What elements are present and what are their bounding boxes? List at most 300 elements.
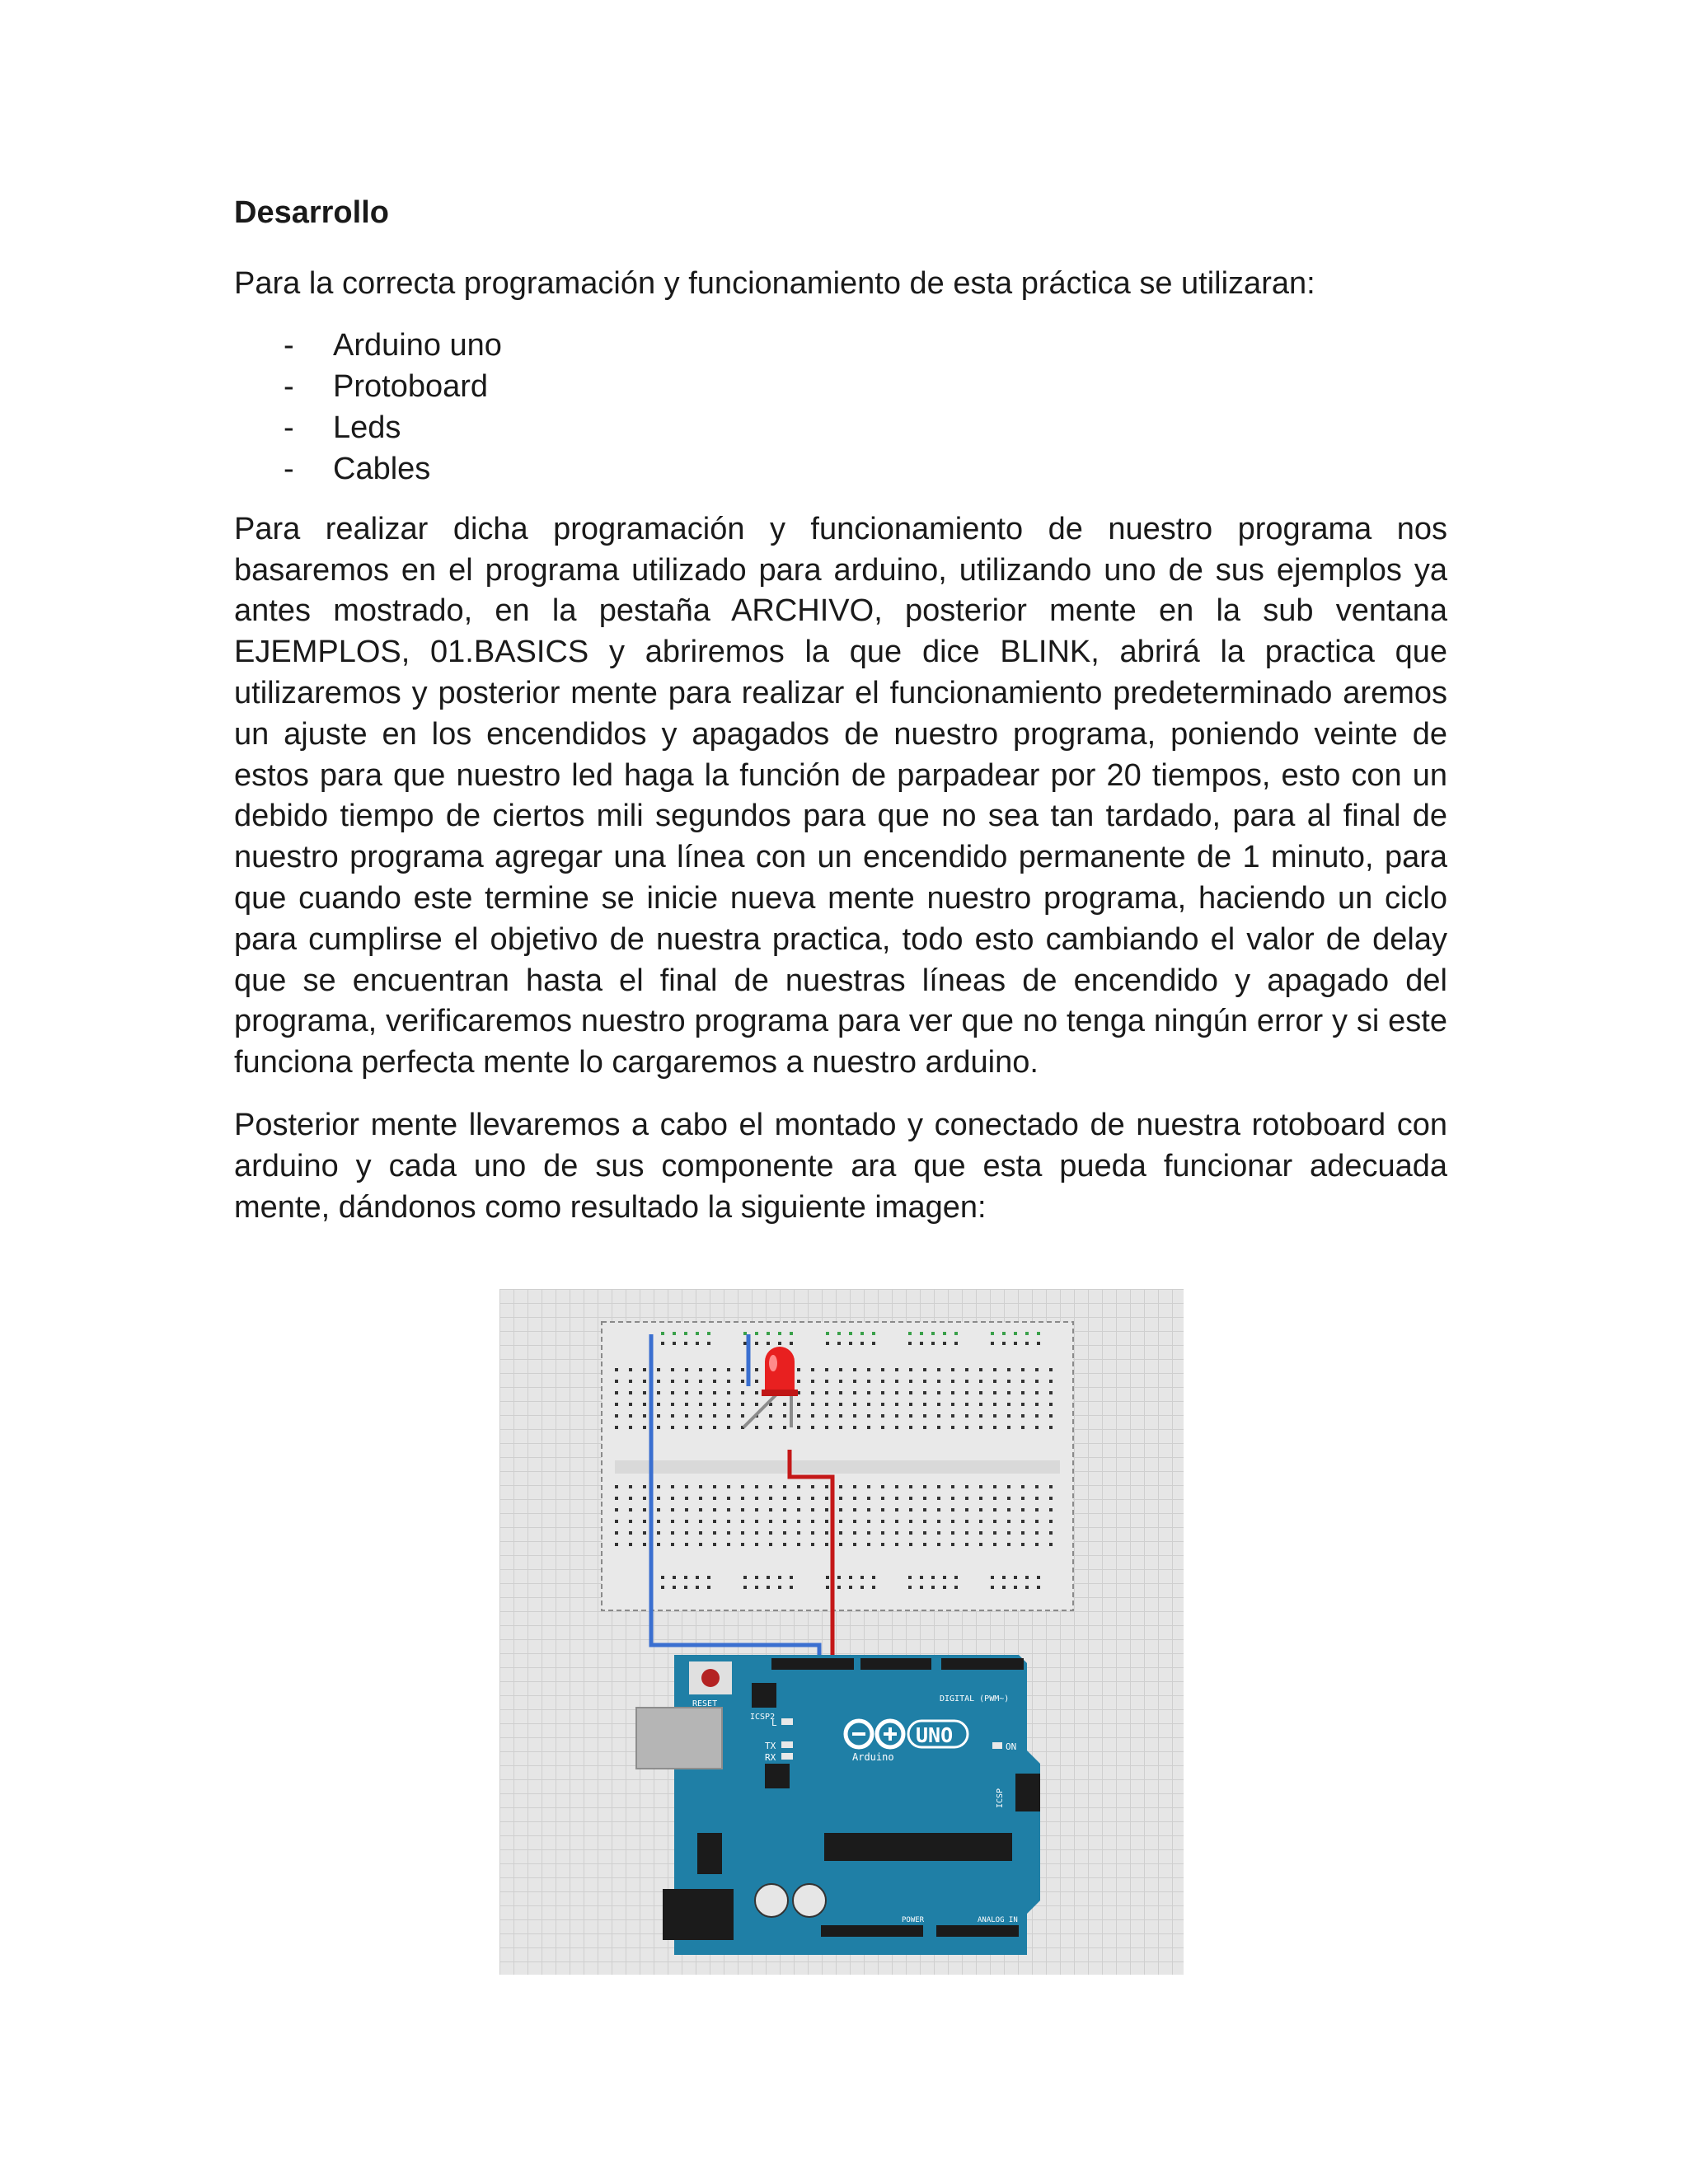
breadboard-hole: [825, 1497, 828, 1500]
breadboard-hole: [713, 1368, 716, 1371]
list-dash: -: [284, 451, 294, 486]
breadboard-hole: [909, 1414, 912, 1418]
breadboard-hole: [767, 1576, 770, 1579]
list-dash: -: [284, 327, 294, 363]
breadboard-hole: [909, 1426, 912, 1429]
list-item-label: Arduino uno: [333, 327, 502, 363]
breadboard-hole: [685, 1426, 688, 1429]
breadboard-hole: [965, 1380, 968, 1383]
icsp2-label: ICSP2: [750, 1713, 776, 1722]
breadboard-hole: [755, 1508, 758, 1511]
led-body: [765, 1347, 795, 1391]
breadboard-hole: [727, 1403, 730, 1406]
uno-label: UNO: [916, 1723, 954, 1747]
breadboard-hole: [778, 1332, 781, 1335]
arduino-board: [636, 1655, 1040, 1955]
breadboard-hole: [867, 1497, 870, 1500]
breadboard-hole: [741, 1508, 744, 1511]
breadboard-hole: [797, 1508, 800, 1511]
breadboard-hole: [699, 1531, 702, 1535]
breadboard-hole: [699, 1426, 702, 1429]
breadboard-hole: [993, 1543, 996, 1546]
breadboard-hole: [755, 1497, 758, 1500]
breadboard-hole: [741, 1391, 744, 1394]
breadboard-hole: [979, 1543, 982, 1546]
breadboard-hole: [909, 1543, 912, 1546]
breadboard-hole: [881, 1403, 884, 1406]
breadboard-hole: [825, 1543, 828, 1546]
breadboard-hole: [951, 1485, 954, 1488]
breadboard-hole: [853, 1531, 856, 1535]
breadboard-hole: [769, 1520, 772, 1523]
breadboard-hole: [629, 1403, 632, 1406]
breadboard: [602, 1322, 1073, 1610]
digital-header-2: [860, 1658, 931, 1670]
breadboard-hole: [713, 1508, 716, 1511]
breadboard-hole: [657, 1391, 660, 1394]
breadboard-hole: [684, 1342, 687, 1345]
analog-header: [936, 1925, 1019, 1937]
breadboard-hole: [671, 1543, 674, 1546]
breadboard-hole: [943, 1586, 946, 1589]
breadboard-hole: [951, 1497, 954, 1500]
breadboard-hole: [1037, 1576, 1040, 1579]
breadboard-hole: [657, 1368, 660, 1371]
rx-led: [781, 1753, 793, 1760]
breadboard-hole: [1021, 1531, 1025, 1535]
breadboard-hole: [685, 1508, 688, 1511]
body-paragraph-2: Posterior mente llevaremos a cabo el montado y conectado de nuestra rotoboard con arduino y cada uno de sus componente ara que esta pueda funcionar adecuada mente, dándonos como resultado la siguiente imagen:: [234, 1107, 1447, 1225]
tx-label: TX: [765, 1741, 776, 1751]
breadboard-hole: [684, 1586, 687, 1589]
breadboard-hole: [839, 1508, 842, 1511]
breadboard-hole: [811, 1543, 814, 1546]
breadboard-hole: [713, 1426, 716, 1429]
breadboard-hole: [908, 1332, 912, 1335]
breadboard-hole: [1025, 1342, 1029, 1345]
breadboard-hole: [1035, 1414, 1039, 1418]
breadboard-hole: [699, 1508, 702, 1511]
led-highlight: [769, 1355, 777, 1371]
breadboard-hole: [685, 1520, 688, 1523]
breadboard-hole: [954, 1576, 958, 1579]
breadboard-hole: [908, 1586, 912, 1589]
usb-chip: [765, 1764, 790, 1788]
breadboard-hole: [825, 1531, 828, 1535]
breadboard-hole: [615, 1520, 618, 1523]
breadboard-hole: [629, 1485, 632, 1488]
breadboard-hole: [741, 1531, 744, 1535]
breadboard-hole: [797, 1414, 800, 1418]
breadboard-hole: [826, 1332, 829, 1335]
breadboard-hole: [671, 1497, 674, 1500]
breadboard-hole: [923, 1485, 926, 1488]
usb-connector: [636, 1708, 722, 1769]
breadboard-hole: [839, 1485, 842, 1488]
breadboard-hole: [849, 1332, 852, 1335]
intro-paragraph: Para la correcta programación y funcionamiento de esta práctica se utilizaran:: [234, 266, 1315, 301]
breadboard-hole: [895, 1497, 898, 1500]
breadboard-hole: [839, 1543, 842, 1546]
breadboard-hole: [727, 1391, 730, 1394]
breadboard-hole: [965, 1520, 968, 1523]
breadboard-hole: [797, 1520, 800, 1523]
breadboard-hole: [629, 1531, 632, 1535]
breadboard-hole: [954, 1342, 958, 1345]
breadboard-hole: [909, 1497, 912, 1500]
breadboard-hole: [671, 1426, 674, 1429]
breadboard-hole: [1021, 1485, 1025, 1488]
breadboard-hole: [979, 1391, 982, 1394]
breadboard-hole: [991, 1586, 994, 1589]
document-page: [234, 188, 1447, 1228]
breadboard-hole: [811, 1531, 814, 1535]
breadboard-hole: [1035, 1508, 1039, 1511]
breadboard-hole: [951, 1508, 954, 1511]
breadboard-hole: [778, 1342, 781, 1345]
breadboard-hole: [923, 1543, 926, 1546]
breadboard-hole: [811, 1403, 814, 1406]
breadboard-hole: [849, 1342, 852, 1345]
breadboard-hole: [872, 1576, 875, 1579]
breadboard-hole: [951, 1531, 954, 1535]
breadboard-hole: [755, 1391, 758, 1394]
breadboard-hole: [629, 1497, 632, 1500]
list-item: [234, 366, 1447, 407]
breadboard-hole: [685, 1380, 688, 1383]
breadboard-hole: [783, 1403, 786, 1406]
breadboard-hole: [979, 1368, 982, 1371]
breadboard-hole: [699, 1403, 702, 1406]
breadboard-hole: [1021, 1380, 1025, 1383]
breadboard-hole: [797, 1380, 800, 1383]
breadboard-hole: [825, 1403, 828, 1406]
breadboard-hole: [811, 1426, 814, 1429]
breadboard-hole: [860, 1576, 864, 1579]
l-led: [781, 1718, 793, 1725]
breadboard-hole: [767, 1332, 770, 1335]
breadboard-hole: [615, 1368, 618, 1371]
breadboard-hole: [696, 1576, 699, 1579]
breadboard-hole: [741, 1403, 744, 1406]
list-item-label: Protoboard: [333, 368, 489, 404]
breadboard-hole: [839, 1426, 842, 1429]
on-label: ON: [1006, 1741, 1017, 1752]
breadboard-hole: [951, 1368, 954, 1371]
breadboard-hole: [657, 1380, 660, 1383]
breadboard-hole: [797, 1403, 800, 1406]
breadboard-hole: [685, 1497, 688, 1500]
breadboard-hole: [923, 1380, 926, 1383]
breadboard-hole: [895, 1426, 898, 1429]
breadboard-hole: [839, 1531, 842, 1535]
breadboard-hole: [895, 1520, 898, 1523]
breadboard-hole: [979, 1485, 982, 1488]
breadboard-hole: [993, 1508, 996, 1511]
breadboard-hole: [713, 1531, 716, 1535]
breadboard-hole: [839, 1414, 842, 1418]
brand-label: Arduino: [852, 1751, 894, 1763]
breadboard-hole: [783, 1531, 786, 1535]
breadboard-hole: [1049, 1391, 1053, 1394]
breadboard-hole: [951, 1520, 954, 1523]
breadboard-hole: [727, 1508, 730, 1511]
breadboard-hole: [699, 1543, 702, 1546]
breadboard-hole: [881, 1520, 884, 1523]
breadboard-hole: [895, 1380, 898, 1383]
breadboard-hole: [937, 1520, 940, 1523]
breadboard-hole: [767, 1342, 770, 1345]
breadboard-hole: [849, 1586, 852, 1589]
power-label: POWER: [902, 1916, 925, 1924]
breadboard-hole: [937, 1485, 940, 1488]
breadboard-hole: [1049, 1543, 1053, 1546]
breadboard-hole: [661, 1576, 664, 1579]
breadboard-hole: [671, 1403, 674, 1406]
list-item: [234, 407, 1447, 448]
breadboard-hole: [1035, 1426, 1039, 1429]
breadboard-hole: [1049, 1380, 1053, 1383]
on-led: [992, 1742, 1002, 1749]
breadboard-hole: [643, 1380, 646, 1383]
breadboard-hole: [867, 1531, 870, 1535]
breadboard-hole: [1035, 1531, 1039, 1535]
breadboard-hole: [1007, 1531, 1010, 1535]
breadboard-hole: [699, 1414, 702, 1418]
list-item: [234, 448, 1447, 490]
breadboard-hole: [909, 1485, 912, 1488]
breadboard-hole: [965, 1414, 968, 1418]
breadboard-hole: [811, 1497, 814, 1500]
breadboard-hole: [1002, 1576, 1006, 1579]
breadboard-hole: [1049, 1531, 1053, 1535]
breadboard-hole: [923, 1508, 926, 1511]
breadboard-hole: [1007, 1403, 1010, 1406]
list-dash: -: [284, 410, 294, 445]
breadboard-hole: [895, 1391, 898, 1394]
breadboard-hole: [1007, 1380, 1010, 1383]
breadboard-hole: [937, 1426, 940, 1429]
breadboard-hole: [661, 1332, 664, 1335]
breadboard-hole: [993, 1497, 996, 1500]
breadboard-hole: [937, 1368, 940, 1371]
breadboard-hole: [790, 1586, 793, 1589]
breadboard-hole: [699, 1368, 702, 1371]
breadboard-hole: [881, 1426, 884, 1429]
breadboard-hole: [954, 1332, 958, 1335]
breadboard-hole: [755, 1531, 758, 1535]
breadboard-hole: [951, 1403, 954, 1406]
breadboard-hole: [881, 1531, 884, 1535]
breadboard-hole: [909, 1380, 912, 1383]
breadboard-hole: [839, 1520, 842, 1523]
breadboard-hole: [881, 1380, 884, 1383]
breadboard-hole: [615, 1414, 618, 1418]
breadboard-hole: [943, 1332, 946, 1335]
breadboard-hole: [872, 1586, 875, 1589]
breadboard-hole: [951, 1426, 954, 1429]
breadboard-hole: [707, 1576, 710, 1579]
breadboard-hole: [825, 1391, 828, 1394]
breadboard-hole: [629, 1543, 632, 1546]
breadboard-hole: [629, 1520, 632, 1523]
breadboard-hole: [867, 1380, 870, 1383]
breadboard-hole: [615, 1403, 618, 1406]
breadboard-hole: [778, 1576, 781, 1579]
breadboard-hole: [867, 1414, 870, 1418]
breadboard-hole: [685, 1414, 688, 1418]
body-paragraph-1: Para realizar dicha programación y funcionamiento de nuestro programa nos basaremos en el programa utilizado para arduino, utilizando uno de sus ejemplos ya antes mostrado, en la pestaña ARCHIVO, posterior mente en la sub ventana EJEMPLOS, 01.BASICS y abriremos la que dice BLINK, abrirá la practica que utilizaremos y posterior mente para realizar el funcionamiento predeterminado aremos un ajuste en los encendidos y apagados de nuestro programa, poniendo veinte de estos para que nuestro led haga la función de parpadear por 20 tiempos, esto con un debido tiempo de ciertos mili segundos para que no sea tan tardado, para al final de nuestro programa agregar una línea con un encendido permanente de 1 minuto, para que cuando este termine se inicie nueva mente nuestro programa, haciendo un ciclo para cumplirse el objetivo de nuestra practica, todo esto cambiando el valor de delay que se encuentran hasta el final de nuestras líneas de encendido y apagado del programa, verificaremos nuestro programa para ver que no tenga ningún error y si este funciona perfecta mente lo cargaremos a nuestro arduino.: [234, 511, 1447, 1080]
breadboard-hole: [826, 1342, 829, 1345]
breadboard-hole: [811, 1485, 814, 1488]
breadboard-hole: [755, 1520, 758, 1523]
breadboard-hole: [860, 1342, 864, 1345]
breadboard-hole: [965, 1531, 968, 1535]
breadboard-hole: [881, 1414, 884, 1418]
breadboard-hole: [657, 1485, 660, 1488]
breadboard-hole: [657, 1426, 660, 1429]
breadboard-hole: [713, 1380, 716, 1383]
breadboard-hole: [839, 1403, 842, 1406]
breadboard-hole: [979, 1426, 982, 1429]
breadboard-hole: [699, 1497, 702, 1500]
breadboard-hole: [713, 1403, 716, 1406]
breadboard-hole: [699, 1485, 702, 1488]
breadboard-hole: [951, 1414, 954, 1418]
breadboard-hole: [743, 1576, 747, 1579]
breadboard-hole: [837, 1342, 841, 1345]
breadboard-hole: [1021, 1520, 1025, 1523]
breadboard-hole: [1007, 1485, 1010, 1488]
breadboard-hole: [837, 1586, 841, 1589]
breadboard-hole: [811, 1391, 814, 1394]
breadboard-hole: [923, 1531, 926, 1535]
breadboard-hole: [769, 1531, 772, 1535]
breadboard-hole: [1035, 1485, 1039, 1488]
breadboard-hole: [1049, 1368, 1053, 1371]
breadboard-hole: [853, 1368, 856, 1371]
breadboard-hole: [673, 1576, 676, 1579]
breadboard-hole: [783, 1485, 786, 1488]
breadboard-hole: [797, 1543, 800, 1546]
breadboard-hole: [895, 1485, 898, 1488]
breadboard-hole: [839, 1380, 842, 1383]
breadboard-hole: [741, 1368, 744, 1371]
breadboard-hole: [937, 1531, 940, 1535]
breadboard-hole: [1014, 1332, 1017, 1335]
breadboard-hole: [811, 1380, 814, 1383]
breadboard-hole: [943, 1342, 946, 1345]
breadboard-hole: [1014, 1576, 1017, 1579]
breadboard-hole: [937, 1543, 940, 1546]
breadboard-hole: [1021, 1391, 1025, 1394]
breadboard-hole: [783, 1543, 786, 1546]
breadboard-hole: [671, 1391, 674, 1394]
led-rim: [762, 1390, 798, 1396]
breadboard-hole: [993, 1414, 996, 1418]
breadboard-hole: [867, 1368, 870, 1371]
breadboard-hole: [853, 1508, 856, 1511]
breadboard-hole: [643, 1485, 646, 1488]
breadboard-hole: [684, 1332, 687, 1335]
breadboard-hole: [615, 1391, 618, 1394]
breadboard-hole: [872, 1332, 875, 1335]
breadboard-hole: [615, 1485, 618, 1488]
breadboard-hole: [881, 1497, 884, 1500]
breadboard-hole: [920, 1586, 923, 1589]
breadboard-hole: [661, 1586, 664, 1589]
breadboard-hole: [965, 1391, 968, 1394]
breadboard-hole: [1007, 1497, 1010, 1500]
breadboard-hole: [853, 1403, 856, 1406]
breadboard-hole: [1007, 1391, 1010, 1394]
digital-header-1: [771, 1658, 854, 1670]
breadboard-hole: [825, 1485, 828, 1488]
breadboard-hole: [979, 1497, 982, 1500]
breadboard-hole: [755, 1403, 758, 1406]
breadboard-hole: [673, 1332, 676, 1335]
breadboard-hole: [937, 1391, 940, 1394]
breadboard-hole: [727, 1414, 730, 1418]
breadboard-hole: [1049, 1497, 1053, 1500]
breadboard-hole: [923, 1426, 926, 1429]
breadboard-hole: [727, 1543, 730, 1546]
breadboard-hole: [643, 1543, 646, 1546]
reset-button: [701, 1669, 720, 1687]
breadboard-hole: [790, 1332, 793, 1335]
breadboard-hole: [755, 1576, 758, 1579]
breadboard-hole: [853, 1543, 856, 1546]
breadboard-hole: [923, 1520, 926, 1523]
breadboard-hole: [643, 1426, 646, 1429]
breadboard-hole: [741, 1414, 744, 1418]
breadboard-hole: [811, 1508, 814, 1511]
breadboard-hole: [755, 1342, 758, 1345]
breadboard-hole: [1007, 1414, 1010, 1418]
breadboard-hole: [615, 1426, 618, 1429]
reset-label: RESET: [692, 1699, 718, 1708]
breadboard-hole: [743, 1332, 747, 1335]
breadboard-hole: [1035, 1543, 1039, 1546]
breadboard-hole: [943, 1576, 946, 1579]
breadboard-hole: [872, 1342, 875, 1345]
breadboard-hole: [965, 1497, 968, 1500]
breadboard-hole: [661, 1342, 664, 1345]
breadboard-hole: [1037, 1332, 1040, 1335]
breadboard-hole: [685, 1531, 688, 1535]
breadboard-hole: [965, 1426, 968, 1429]
breadboard-hole: [965, 1543, 968, 1546]
breadboard-hole: [867, 1520, 870, 1523]
breadboard-hole: [826, 1586, 829, 1589]
breadboard-hole: [979, 1403, 982, 1406]
breadboard-hole: [811, 1414, 814, 1418]
breadboard-hole: [853, 1497, 856, 1500]
breadboard-hole: [657, 1497, 660, 1500]
breadboard-hole: [993, 1426, 996, 1429]
breadboard-hole: [743, 1586, 747, 1589]
breadboard-hole: [615, 1508, 618, 1511]
breadboard-hole: [951, 1543, 954, 1546]
breadboard-hole: [951, 1391, 954, 1394]
breadboard-hole: [769, 1485, 772, 1488]
breadboard-hole: [783, 1497, 786, 1500]
breadboard-hole: [1007, 1543, 1010, 1546]
breadboard-hole: [713, 1520, 716, 1523]
breadboard-hole: [867, 1485, 870, 1488]
breadboard-hole: [1002, 1342, 1006, 1345]
breadboard-hole: [783, 1414, 786, 1418]
